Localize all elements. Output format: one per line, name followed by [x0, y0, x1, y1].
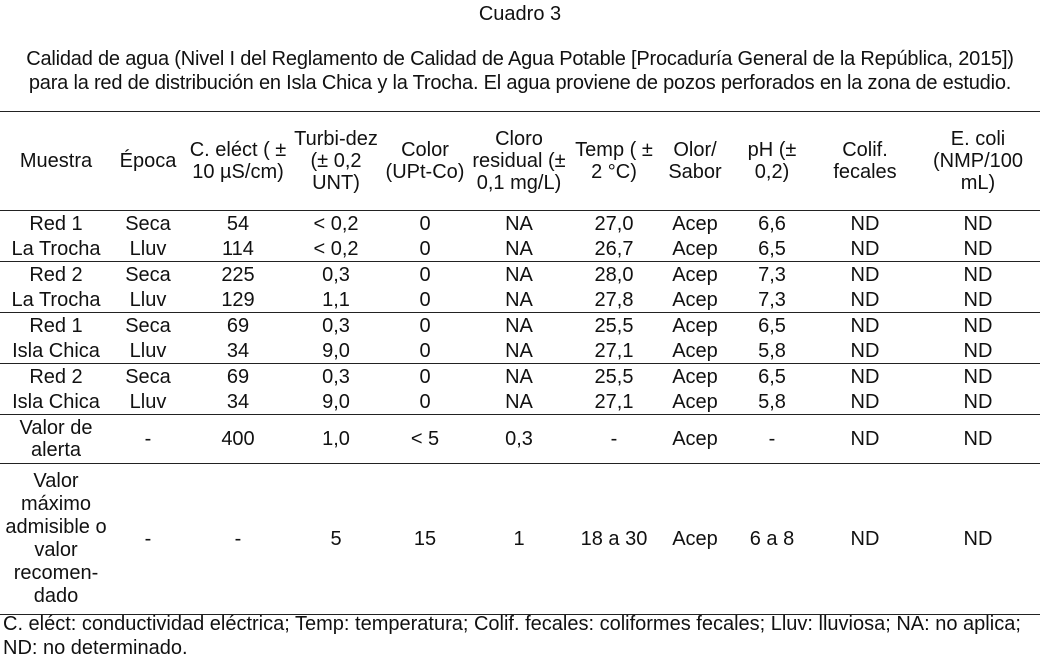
table-cell: -: [112, 464, 184, 615]
table-cell: 0,3: [470, 415, 568, 464]
table-cell: Acep: [672, 314, 718, 337]
table-cell: 9,0: [292, 338, 380, 364]
table-cell: -: [730, 415, 814, 464]
header-cell: Temp ( ± 2 °C): [568, 112, 660, 211]
table-cell: Acep: [660, 236, 730, 262]
table-cell: Red 1: [29, 212, 83, 235]
table-row: [0, 262, 1040, 288]
table-cell: NA: [505, 212, 533, 235]
header-cell: pH (± 0,2): [730, 112, 814, 211]
header-cell: Colif. fecales: [814, 112, 916, 211]
table-cell: 25,5: [594, 365, 634, 388]
table-cell: 0: [380, 287, 470, 313]
table-cell: -: [112, 415, 184, 464]
table-row: [0, 464, 1040, 615]
table-cell: -: [184, 464, 292, 615]
table-cell: 114: [184, 236, 292, 262]
header-cell: E. coli (NMP/100 mL): [916, 112, 1040, 211]
table-cell: 1,0: [292, 415, 380, 464]
header-cell: Muestra: [0, 112, 112, 211]
table-cell: Seca: [125, 365, 171, 388]
header-row: [0, 112, 1040, 211]
table-cell: 6,5: [730, 236, 814, 262]
table-cell: ND: [850, 212, 880, 235]
table-cell: 18 a 30: [568, 464, 660, 615]
table-cell: Isla Chica: [0, 338, 112, 364]
table-cell: Acep: [672, 263, 718, 286]
table-cell: 0: [419, 365, 431, 388]
table-cell: 6,5: [758, 314, 786, 337]
table-cell: 69: [226, 365, 250, 388]
table-cell: NA: [505, 263, 533, 286]
table-cell: 7,3: [758, 263, 786, 286]
table-cell: 25,5: [594, 314, 634, 337]
table-cell: Isla Chica: [0, 389, 112, 415]
table-cell: Acep: [660, 389, 730, 415]
table-cell: 0: [419, 263, 431, 286]
table-cell: 15: [380, 464, 470, 615]
table-cell: 54: [226, 212, 250, 235]
table-cell: La Trocha: [0, 287, 112, 313]
table-cell: Seca: [125, 263, 171, 286]
header-cell: Época: [112, 112, 184, 211]
header-cell: Olor/ Sabor: [660, 112, 730, 211]
table-row: [0, 287, 1040, 313]
table-cell: ND: [814, 338, 916, 364]
table-cell: 6 a 8: [730, 464, 814, 615]
table-cell: 400: [184, 415, 292, 464]
table-cell: ND: [814, 236, 916, 262]
table-footnote: C. eléct: conductividad eléctrica; Temp: temperatura; Colif. fecales: coliformes fecales; Lluv: lluviosa; NA: no aplica; ND: no determinado.: [3, 613, 1021, 659]
header-cell: Color (UPt-Co): [380, 112, 470, 211]
table-row: [0, 313, 1040, 339]
table-cell: 0: [419, 212, 431, 235]
table-cell: ND: [814, 389, 916, 415]
table-cell: Acep: [660, 415, 730, 464]
table-cell: ND: [850, 263, 880, 286]
table-row: [0, 415, 1040, 464]
table-cell: ND: [814, 464, 916, 615]
table-cell: 5,8: [730, 389, 814, 415]
table-cell: Red 2: [29, 263, 83, 286]
table-cell: 7,3: [730, 287, 814, 313]
table-cell: 0,3: [322, 365, 350, 388]
table-caption: Calidad de agua (Nivel I del Reglamento de Calidad de Agua Potable [Procaduría General de la República, 2015]) para la red de distribución en Isla Chica y la Trocha. El agua proviene de pozos perforados en la zona de estudio.: [26, 48, 1014, 94]
table-cell: ND: [963, 212, 993, 235]
table-cell: 69: [226, 314, 250, 337]
table-cell: Lluv: [112, 389, 184, 415]
table-cell: 27,1: [568, 389, 660, 415]
table-cell: 129: [184, 287, 292, 313]
table-cell: 0: [380, 338, 470, 364]
table-cell: ND: [916, 236, 1040, 262]
table-cell: Acep: [672, 365, 718, 388]
table-cell: NA: [470, 389, 568, 415]
table-row: [0, 236, 1040, 262]
table-cell: < 5: [380, 415, 470, 464]
table-cell: 34: [184, 389, 292, 415]
table-cell: 6,5: [758, 365, 786, 388]
table-cell: 26,7: [568, 236, 660, 262]
table-cell: 225: [221, 263, 255, 286]
table-cell: 0: [380, 236, 470, 262]
table-cell: Acep: [660, 287, 730, 313]
table-cell: 6,6: [758, 212, 786, 235]
table-cell: 5,8: [730, 338, 814, 364]
table-cell: Valor de alerta: [0, 415, 112, 464]
table-cell: ND: [916, 287, 1040, 313]
table-cell: 9,0: [292, 389, 380, 415]
table-cell: NA: [470, 287, 568, 313]
table-cell: Acep: [672, 212, 718, 235]
table-cell: ND: [814, 287, 916, 313]
table-cell: < 0,2: [292, 236, 380, 262]
table-cell: ND: [850, 314, 880, 337]
table-row: [0, 389, 1040, 415]
table-cell: Lluv: [112, 236, 184, 262]
table-number: Cuadro 3: [478, 3, 562, 25]
table-row: [0, 211, 1040, 237]
table-cell: 1,1: [292, 287, 380, 313]
table-cell: 34: [184, 338, 292, 364]
table-cell: ND: [963, 365, 993, 388]
table-cell: ND: [963, 263, 993, 286]
table-cell: 0,3: [322, 263, 350, 286]
table-body: [0, 211, 1040, 615]
table-cell: 0: [380, 389, 470, 415]
table-cell: 0,3: [322, 314, 350, 337]
table-cell: ND: [916, 464, 1040, 615]
table-cell: Red 2: [29, 365, 83, 388]
table-cell: NA: [470, 236, 568, 262]
table-cell: NA: [505, 365, 533, 388]
table-cell: ND: [916, 415, 1040, 464]
table-cell: Red 1: [29, 314, 83, 337]
table-cell: 0: [419, 314, 431, 337]
table-cell: 5: [292, 464, 380, 615]
table-cell: < 0,2: [313, 212, 359, 235]
table-row: [0, 364, 1040, 390]
table-cell: 27,1: [568, 338, 660, 364]
table-cell: Acep: [660, 464, 730, 615]
table-cell: Lluv: [112, 338, 184, 364]
table-cell: ND: [916, 389, 1040, 415]
table-cell: 27,8: [568, 287, 660, 313]
table-cell: Valor máximo admisible o valor recomen-dado: [0, 464, 112, 615]
table-cell: ND: [850, 365, 880, 388]
table-cell: Lluv: [112, 287, 184, 313]
table-cell: 1: [470, 464, 568, 615]
table-cell: ND: [963, 314, 993, 337]
table-cell: ND: [916, 338, 1040, 364]
header-cell: Cloro residual (± 0,1 mg/L): [470, 112, 568, 211]
table-row: [0, 338, 1040, 364]
header-cell: Turbi-dez (± 0,2 UNT): [292, 112, 380, 211]
table-cell: Acep: [660, 338, 730, 364]
table-cell: NA: [505, 314, 533, 337]
table-cell: Seca: [125, 212, 171, 235]
table-cell: 28,0: [594, 263, 634, 286]
table-cell: Seca: [125, 314, 171, 337]
table-cell: NA: [470, 338, 568, 364]
table-cell: ND: [814, 415, 916, 464]
table-cell: -: [568, 415, 660, 464]
table-cell: 27,0: [594, 212, 634, 235]
water-quality-table: [0, 111, 1040, 615]
table-cell: La Trocha: [0, 236, 112, 262]
header-cell: C. eléct ( ± 10 µS/cm): [184, 112, 292, 211]
